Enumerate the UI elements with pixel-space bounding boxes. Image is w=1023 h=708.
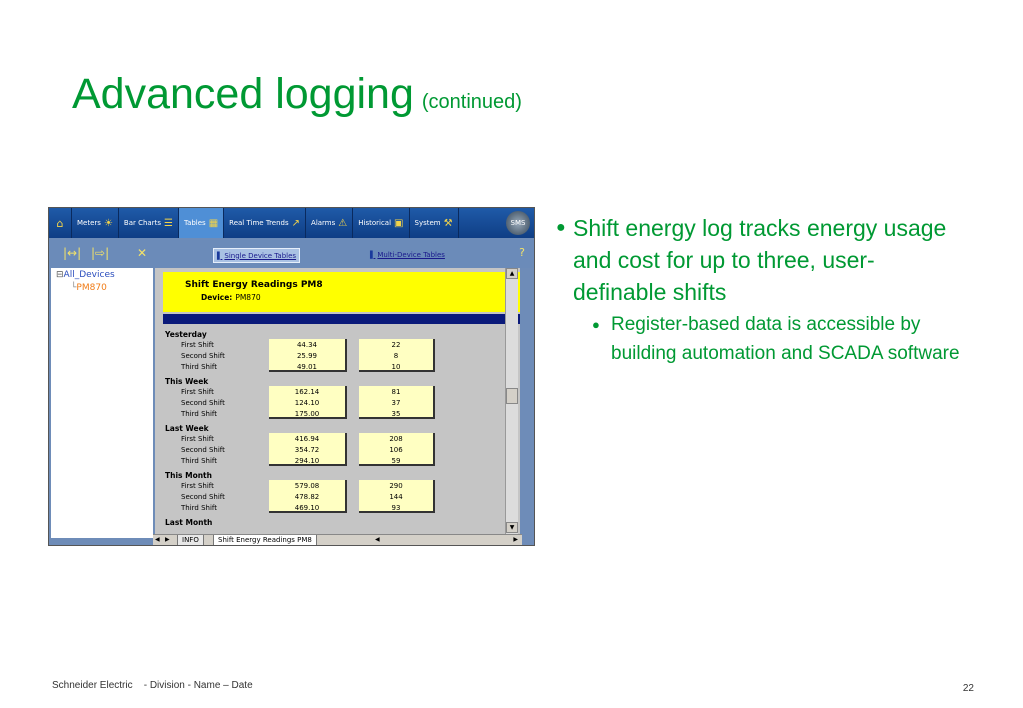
readings-title: Shift Energy Readings PM8 (185, 280, 323, 290)
shift-label: Third Shift (181, 363, 217, 371)
hscroll-left-icon[interactable]: ◀ (375, 536, 380, 543)
nav-meters[interactable] (72, 208, 119, 238)
section-title: This Week (165, 377, 209, 386)
cost-value-box (359, 339, 435, 372)
bullet-dot-icon: ● (592, 317, 600, 332)
title-text: Advanced logging (72, 70, 414, 118)
value-cell: 144 (389, 493, 403, 501)
value-cell: 290 (389, 482, 403, 490)
nav-label: Tables (183, 219, 206, 227)
bullet-dot-icon: ● (556, 219, 566, 236)
tab-scroll-right-icon[interactable]: ▶ (165, 536, 170, 543)
nav-bar (49, 208, 534, 238)
header-band (163, 314, 520, 324)
nav-alarms[interactable] (306, 208, 353, 238)
section-title: This Month (165, 471, 212, 480)
section-title: Last Month (165, 518, 213, 527)
warning-icon: ⚠ (338, 217, 348, 229)
shift-label: Second Shift (181, 493, 225, 501)
nav-label: Alarms (311, 219, 336, 227)
nav-label: Meters (77, 219, 101, 227)
value-cell: 208 (389, 435, 403, 443)
nav-label: Bar Charts (123, 219, 161, 227)
sheet-tab-bar (153, 534, 522, 546)
app-screenshot (48, 207, 535, 546)
value-cell: 124.10 (294, 399, 320, 407)
page-number: 22 (962, 683, 974, 694)
shift-label: First Shift (181, 341, 214, 349)
help-icon[interactable]: ? (519, 246, 525, 259)
shift-label: Second Shift (181, 399, 225, 407)
value-cell: 35 (391, 410, 401, 418)
hscroll-right-icon[interactable]: ▶ (513, 536, 518, 543)
footer-text: Schneider Electric - Division - Name – Date (52, 680, 253, 691)
readings-header (163, 272, 520, 312)
nav-tables[interactable] (179, 208, 224, 238)
tree-label: PM870 (76, 283, 107, 293)
value-cell: 106 (389, 446, 403, 454)
energy-value-box (269, 339, 347, 372)
tab-scroll-left-icon[interactable]: ◀ (155, 536, 160, 543)
section-title: Last Week (165, 424, 209, 433)
shift-label: Second Shift (181, 352, 225, 360)
value-cell: 10 (391, 363, 401, 371)
value-cell: 22 (391, 341, 401, 349)
wrench-icon: ⚒ (443, 217, 453, 229)
collapse-icon[interactable]: |↔| (63, 246, 82, 260)
table-view (155, 268, 520, 536)
value-cell: 416.94 (294, 435, 320, 443)
value-cell: 354.72 (294, 446, 320, 454)
energy-value-box (269, 433, 347, 466)
cost-value-box (359, 480, 435, 513)
slide-title (72, 70, 522, 119)
nav-label: Historical (358, 219, 392, 227)
vertical-scrollbar[interactable] (505, 268, 518, 536)
single-device-icon: ▌ (217, 251, 223, 260)
value-cell: 93 (391, 504, 401, 512)
value-cell: 25.99 (296, 352, 318, 360)
scroll-down-icon[interactable]: ▼ (506, 522, 518, 533)
value-cell: 44.34 (296, 341, 318, 349)
section-title: Yesterday (165, 330, 207, 339)
nav-historical[interactable] (353, 208, 409, 238)
value-cell: 8 (393, 352, 399, 360)
title-subtitle: (continued) (421, 91, 522, 113)
bullet-1-text: Shift energy log tracks energy usage and cost for up to three, user-definable shifts (573, 215, 947, 305)
nav-label: Real Time Trends (229, 219, 289, 227)
multi-device-icon: ▌ (370, 250, 376, 259)
close-icon[interactable]: ✕ (137, 246, 148, 260)
meter-icon: ☀ (103, 217, 113, 229)
value-cell: 59 (391, 457, 401, 465)
value-cell: 162.14 (294, 388, 320, 396)
historical-icon: ▣ (394, 217, 404, 229)
device-line (201, 293, 261, 302)
device-value: PM870 (235, 293, 261, 302)
device-label: Device: (201, 293, 233, 302)
home-icon[interactable]: ⌂ (49, 208, 72, 238)
table-icon: ▦ (208, 217, 219, 229)
value-cell: 579.08 (294, 482, 320, 490)
shift-label: Third Shift (181, 457, 217, 465)
tab-label: Multi-Device Tables (377, 250, 445, 259)
tree-branch-icon: └ (71, 283, 77, 293)
shift-label: First Shift (181, 482, 214, 490)
value-cell: 49.01 (296, 363, 318, 371)
nav-system[interactable] (410, 208, 459, 238)
shift-label: Third Shift (181, 410, 217, 418)
tab-multi-device-tables[interactable] (367, 248, 448, 261)
tree-node-all-devices[interactable] (56, 270, 115, 280)
nav-label: System (414, 219, 441, 227)
tree-label: All_Devices (63, 270, 115, 280)
tab-single-device-tables[interactable] (213, 248, 300, 263)
scroll-up-icon[interactable]: ▲ (506, 268, 518, 279)
expand-icon[interactable]: |⇨| (91, 246, 110, 260)
sheet-tab-info[interactable]: INFO (177, 535, 204, 546)
scroll-thumb[interactable] (506, 388, 518, 404)
cost-value-box (359, 433, 435, 466)
tab-label: Single Device Tables (224, 251, 297, 260)
shift-label: First Shift (181, 388, 214, 396)
nav-real-time-trends[interactable] (224, 208, 306, 238)
tree-expand-icon[interactable]: ⊟ (56, 270, 64, 280)
energy-value-box (269, 480, 347, 513)
energy-value-box (269, 386, 347, 419)
bar-chart-icon: ☰ (163, 217, 173, 229)
toolbar (49, 240, 534, 268)
trend-icon: ↗ (291, 217, 301, 229)
shift-label: Third Shift (181, 504, 217, 512)
value-cell: 294.10 (294, 457, 320, 465)
sms-logo: SMS (506, 211, 530, 235)
device-tree (51, 268, 153, 538)
shift-label: Second Shift (181, 446, 225, 454)
value-cell: 81 (391, 388, 401, 396)
sheet-tab-shift-energy[interactable]: Shift Energy Readings PM8 (213, 535, 317, 546)
bullet-2-text: Register-based data is accessible by building automation and SCADA software (611, 314, 960, 364)
value-cell: 175.00 (294, 410, 320, 418)
value-cell: 469.10 (294, 504, 320, 512)
shift-label: First Shift (181, 435, 214, 443)
value-cell: 37 (391, 399, 401, 407)
nav-bar-charts[interactable] (119, 208, 179, 238)
value-cell: 478.82 (294, 493, 320, 501)
cost-value-box (359, 386, 435, 419)
tree-node-pm870[interactable] (71, 283, 107, 293)
